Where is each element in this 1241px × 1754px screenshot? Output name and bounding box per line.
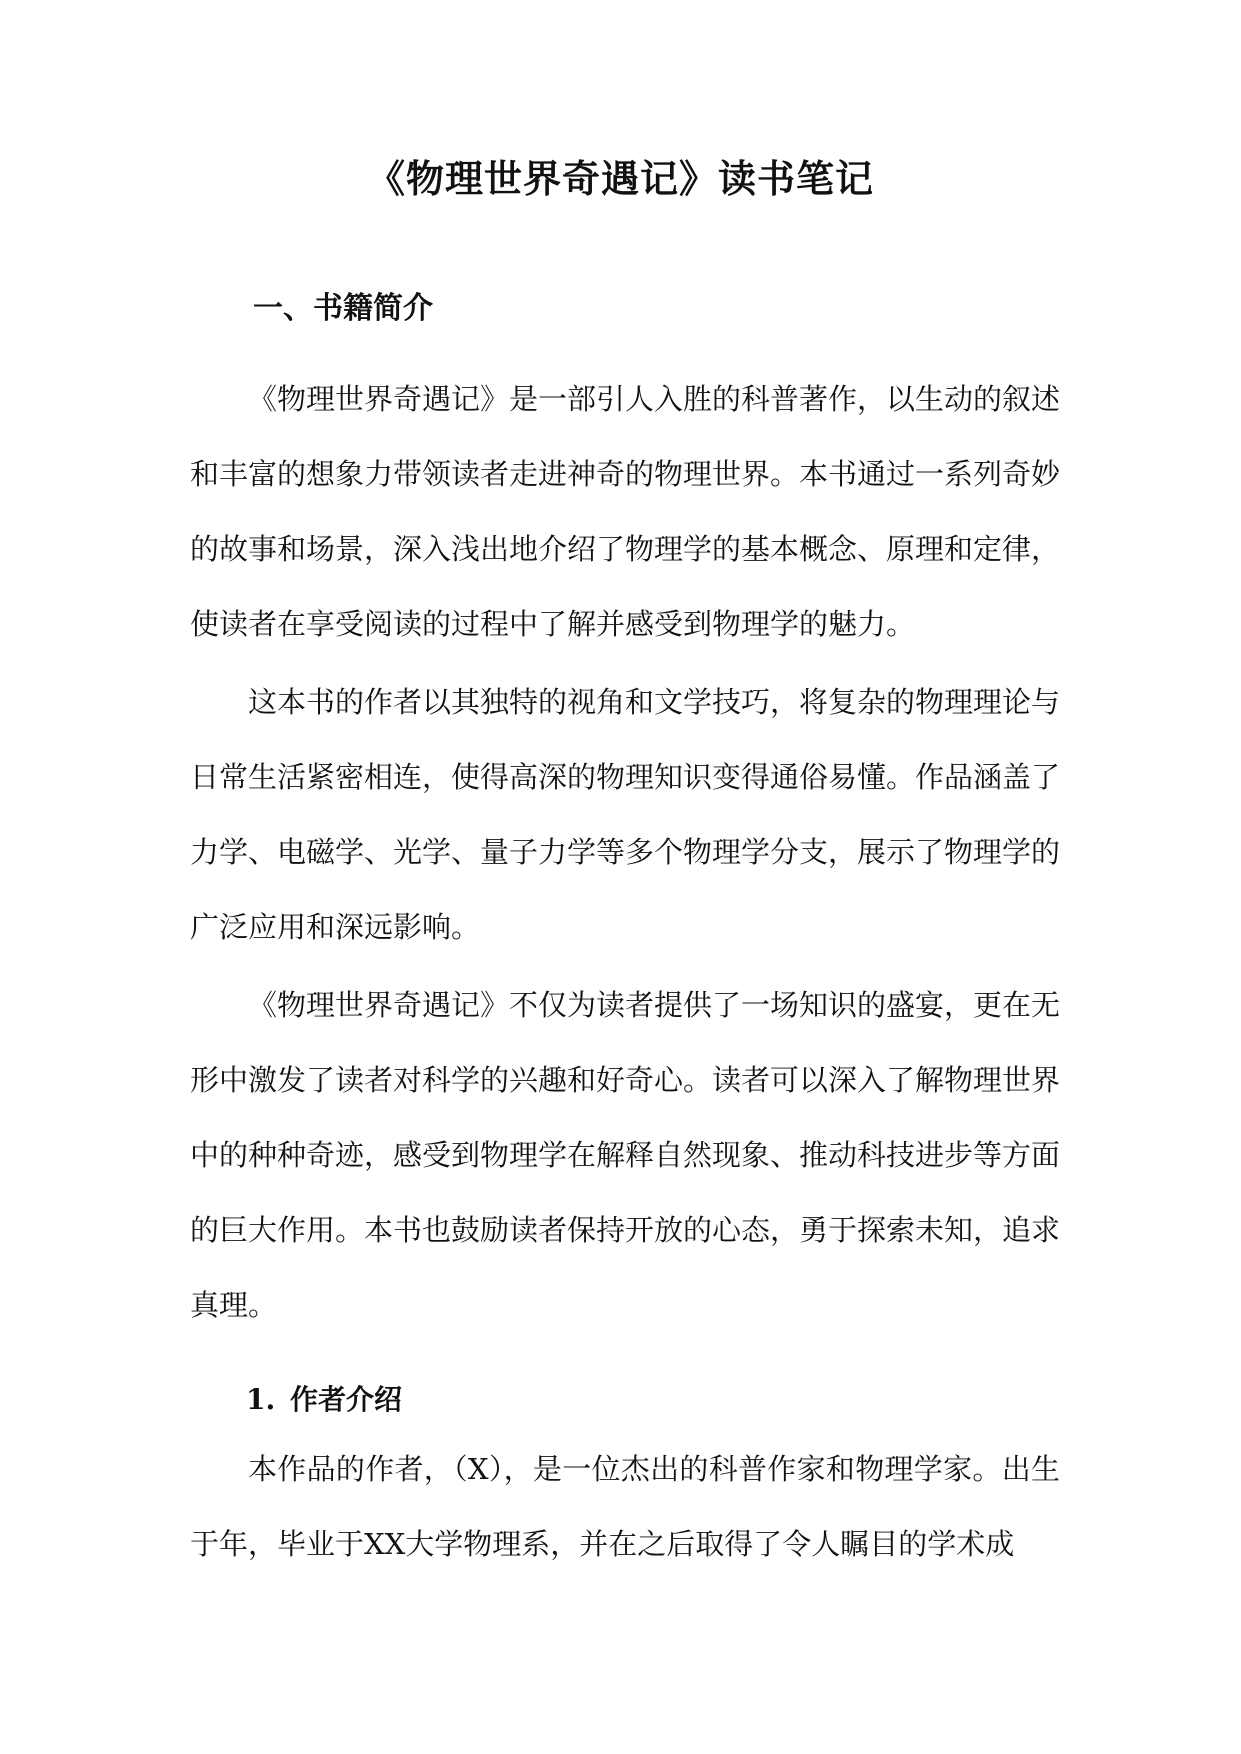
section-heading-book-intro: 一、书籍简介 (253, 291, 433, 326)
intro-paragraph-2: 这本书的作者以其独特的视角和文学技巧，将复杂的物理理论与日常生活紧密相连，使得高深的物理知识变得通俗易懂。作品涵盖了力学、电磁学、光学、量子力学等多个物理学分支，展示了物理学的广泛应用和深远影响。 (190, 685, 1061, 944)
subsection-number: 1. (246, 1383, 276, 1416)
document-title: 《物理世界奇遇记》读书笔记 (366, 156, 874, 201)
intro-paragraph-3: 《物理世界奇遇记》不仅为读者提供了一场知识的盛宴，更在无形中激发了读者对科学的兴趣和好奇心。读者可以深入了解物理世界中的种种奇迹，感受到物理学在解释自然现象、推动科技进步等方面的巨大作用。本书也鼓励读者保持开放的心态，勇于探索未知，追求真理。 (190, 988, 1061, 1322)
subsection-heading-text: 作者介绍 (290, 1383, 403, 1416)
subsection-heading-author (246, 1378, 402, 1418)
author-paragraph: 本作品的作者，（X），是一位杰出的科普作家和物理学家。出生于年，毕业于XX大学物理系，并在之后取得了令人瞩目的学术成 (190, 1452, 1060, 1561)
intro-paragraph-1: 《物理世界奇遇记》是一部引人入胜的科普著作，以生动的叙述和丰富的想象力带领读者走进神奇的物理世界。本书通过一系列奇妙的故事和场景，深入浅出地介绍了物理学的基本概念、原理和定律，使读者在享受阅读的过程中了解并感受到物理学的魅力。 (190, 382, 1061, 641)
